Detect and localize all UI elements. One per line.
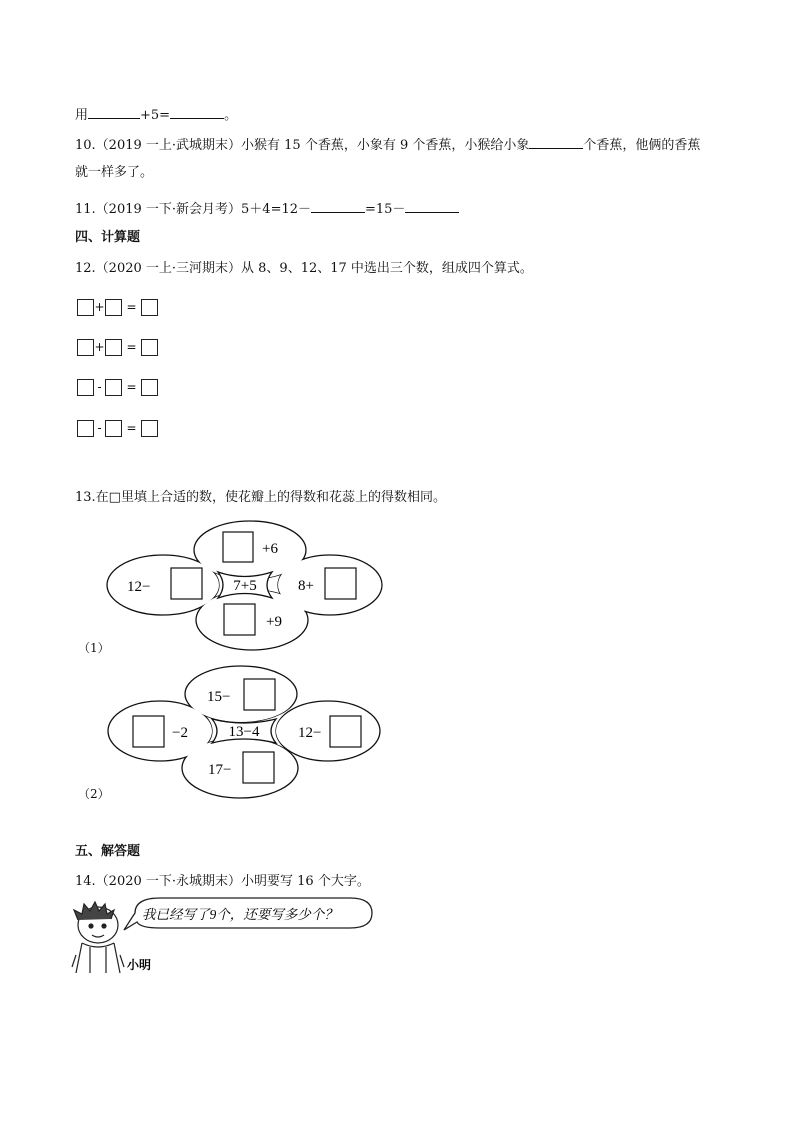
equals-sign: =	[126, 300, 137, 314]
section-4-heading: 四、计算题	[75, 230, 141, 245]
flower1-left-text: 12−	[127, 579, 151, 595]
operator: +	[94, 340, 105, 354]
flower2-left-text: −2	[172, 725, 188, 741]
q10-text-3: 就一样多了。	[75, 165, 154, 180]
q9-prefix: 用	[75, 108, 89, 123]
flower2-bottom-text: 17−	[208, 762, 232, 778]
operator: +	[94, 300, 105, 314]
flower2-top-text: 15−	[207, 689, 231, 705]
q10-text-2: 个香蕉，他俩的香蕉	[583, 138, 701, 153]
answer-box-bottom[interactable]	[243, 752, 274, 783]
boy-figure	[72, 902, 124, 973]
q11-text-2: =15－	[365, 202, 406, 217]
answer-box-right[interactable]	[330, 716, 361, 747]
answer-box-top[interactable]	[244, 679, 275, 710]
q9-mid: +5=	[140, 108, 171, 123]
flower1-bottom-text: +9	[266, 614, 282, 630]
answer-box-left[interactable]	[171, 568, 202, 599]
flower2-center-text: 13−4	[228, 724, 260, 740]
operator: -	[97, 380, 102, 394]
answer-box-right[interactable]	[325, 568, 356, 599]
fig2-label: （2）	[78, 787, 110, 801]
q9-end: 。	[224, 108, 238, 123]
question-14: 14.（2020 一下·永城期末）小明要写 16 个大字。	[75, 874, 370, 889]
speech-bubble-text: 我已经写了9个，还要写多少个？	[142, 907, 338, 922]
answer-box-bottom[interactable]	[224, 604, 255, 635]
boy-name-label: 小明	[127, 958, 152, 972]
flower1-center-text: 7+5	[233, 578, 257, 594]
question-13: 13.在□里填上合适的数，使花瓣上的得数和花蕊上的得数相同。	[75, 490, 446, 505]
section-5-heading: 五、解答题	[75, 844, 141, 859]
q11-text-1: 11.（2019 一下·新会月考）5＋4=12－	[75, 202, 311, 217]
flower2-right-text: 12−	[298, 725, 322, 741]
fig1-label: （1）	[78, 641, 110, 655]
answer-box-left[interactable]	[133, 716, 164, 747]
operator: -	[97, 421, 102, 435]
q10-text-1: 10.（2019 一上·武城期末）小猴有 15 个香蕉，小象有 9 个香蕉，小猴给小象	[75, 138, 530, 153]
question-12: 12.（2020 一上·三河期末）从 8、9、12、17 中选出三个数，组成四个算式。	[75, 261, 533, 276]
flower1-right-text: 8+	[298, 578, 314, 594]
flower1-top-text: +6	[262, 541, 278, 557]
equals-sign: =	[126, 421, 137, 435]
answer-box-top[interactable]	[223, 532, 253, 562]
equals-sign: =	[126, 380, 137, 394]
equals-sign: =	[126, 340, 137, 354]
